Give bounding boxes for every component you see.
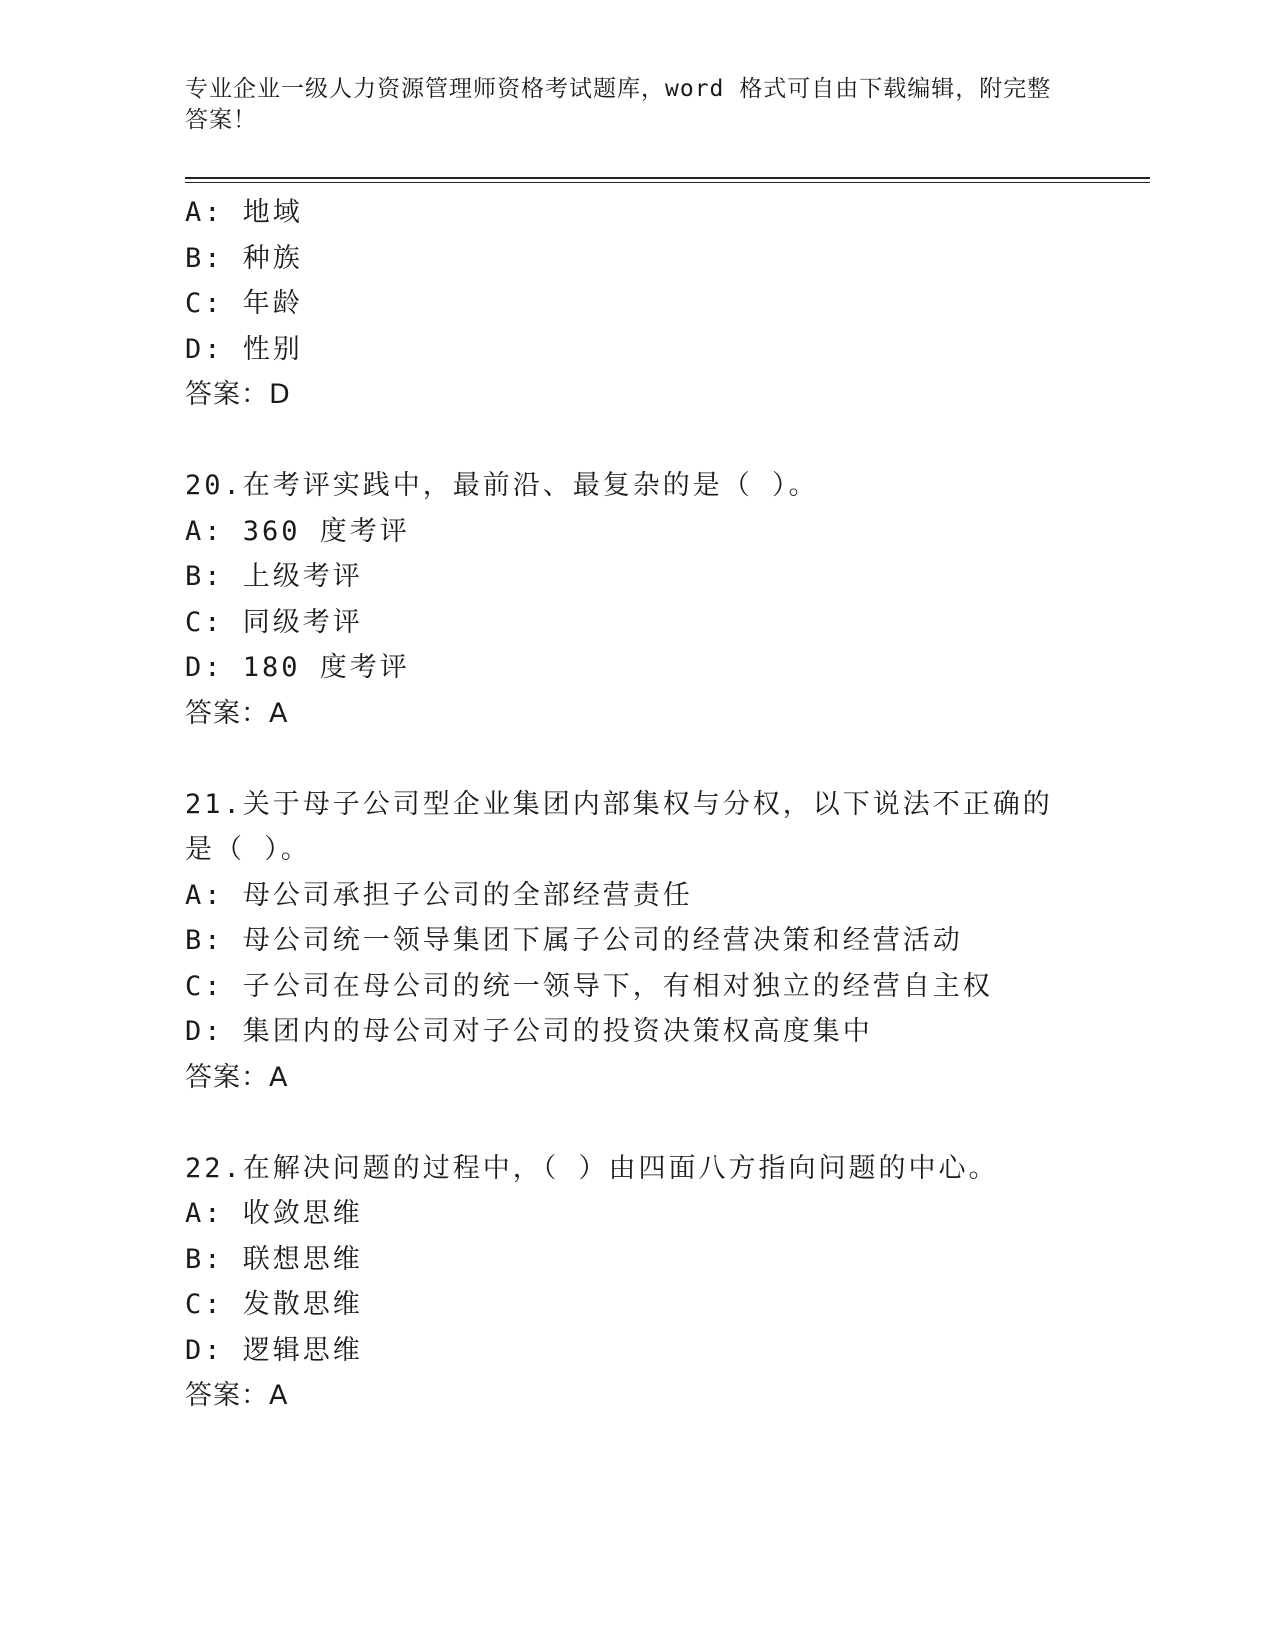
question-text: 20.在考评实践中，最前沿、最复杂的是（ ）。 [185, 470, 819, 501]
answer-line: 答案：A [185, 697, 289, 729]
question-block-20 [185, 463, 1085, 736]
option-a: A: 地域 [185, 197, 303, 228]
option-d: D: 性别 [185, 333, 303, 365]
option-a: A: 母公司承担子公司的全部经营责任 [185, 879, 693, 911]
option-d: D: 180 度考评 [185, 652, 410, 683]
question-text: 22.在解决问题的过程中，（ ）由四面八方指向问题的中心。 [185, 1152, 999, 1184]
question-block-21 [185, 782, 1085, 1101]
option-a: A: 360 度考评 [185, 515, 410, 547]
header-divider-thick [185, 177, 1150, 179]
option-d: D: 集团内的母公司对子公司的投资决策权高度集中 [185, 1016, 873, 1047]
option-b: B: 上级考评 [185, 561, 363, 592]
option-c: C: 发散思维 [185, 1289, 363, 1320]
option-c: C: 同级考评 [185, 606, 363, 638]
question-text: 21.关于母子公司型企业集团内部集权与分权，以下说法不正确的是（ ）。 [185, 788, 1053, 865]
option-a: A: 收敛思维 [185, 1198, 363, 1229]
spacer [185, 736, 1085, 782]
header-divider-thin [185, 182, 1150, 183]
option-c: C: 年龄 [185, 288, 303, 319]
option-b: B: 母公司统一领导集团下属子公司的经营决策和经营活动 [185, 925, 963, 956]
spacer [185, 1100, 1085, 1146]
option-d: D: 逻辑思维 [185, 1334, 363, 1366]
option-b: B: 联想思维 [185, 1243, 363, 1275]
question-block-19 [185, 190, 1085, 418]
option-c: C: 子公司在母公司的统一领导下，有相对独立的经营自主权 [185, 970, 993, 1002]
answer-line: 答案：A [185, 1061, 289, 1093]
question-list [185, 190, 1085, 1419]
question-block-22 [185, 1146, 1085, 1419]
spacer [185, 418, 1085, 464]
answer-line: 答案：D [185, 379, 291, 410]
option-b: B: 种族 [185, 242, 303, 274]
answer-line: 答案：A [185, 1380, 289, 1411]
document-header: 专业企业一级人力资源管理师资格考试题库，word 格式可自由下载编辑，附完整答案！ [185, 76, 1052, 133]
